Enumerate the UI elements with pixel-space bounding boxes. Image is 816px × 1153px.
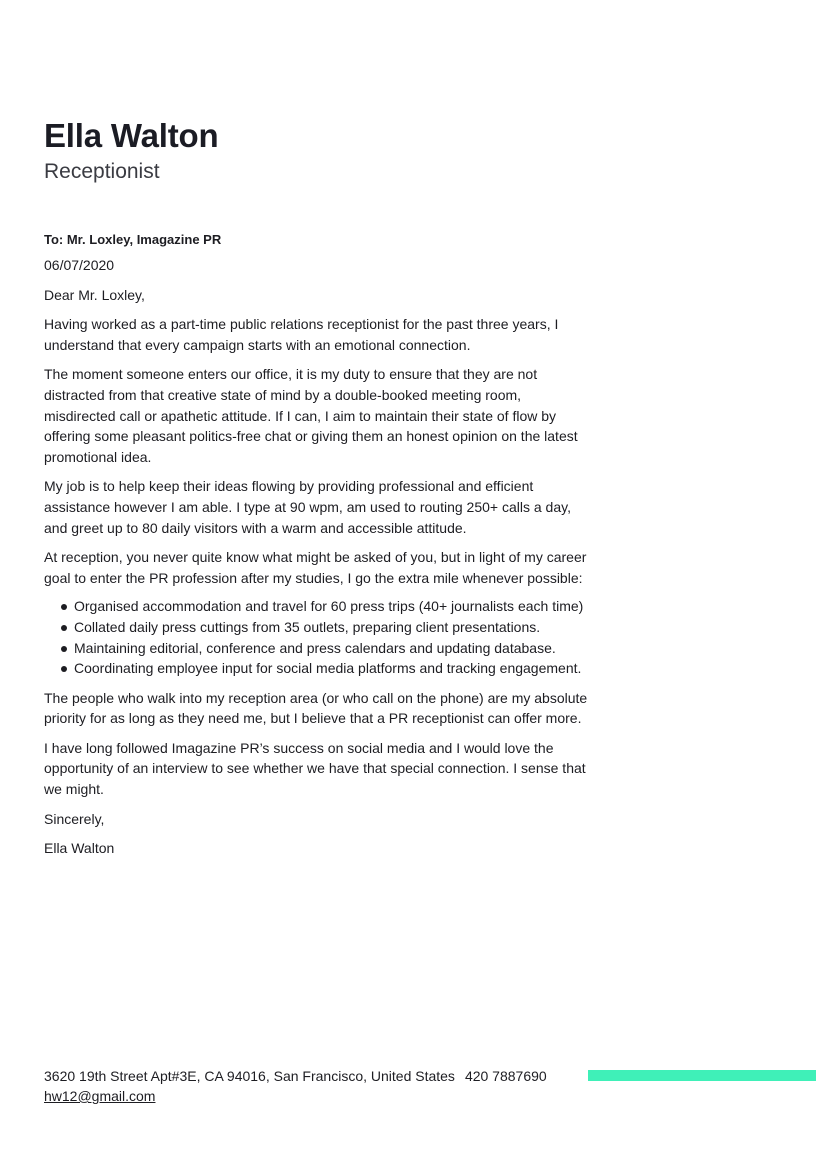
closing: Sincerely, xyxy=(44,810,105,827)
contact-footer xyxy=(44,1066,547,1106)
signature: Ella Walton xyxy=(44,840,115,857)
email-link[interactable]: hw12@gmail.com xyxy=(44,1088,156,1104)
paragraph-priority: The people who walk into my reception area (or who call on the phone) are my absolute priority for as long as they need me, but I believe that a PR receptionist can offer more. xyxy=(44,689,588,727)
paragraph-intro: Having worked as a part-time public relations receptionist for the past three years, I understand that every campaign starts with an emotional connection. xyxy=(44,316,559,353)
address: 3620 19th Street Apt#3E, CA 94016, San Francisco, United States xyxy=(44,1068,455,1084)
salutation: Dear Mr. Loxley, xyxy=(44,286,145,303)
letter-header xyxy=(44,116,218,186)
paragraph-office: The moment someone enters our office, it is my duty to ensure that they are not distracted from that creative state of mind by a double-booked meeting room, misdirected call or apathetic attitude. If I can, I aim to maintain their state of flow by offering some pleasant politics-free chat or giving them an honest opinion on the latest promotional idea. xyxy=(44,366,578,465)
letter-date: 06/07/2020 xyxy=(44,257,115,273)
list-item: Collated daily press cuttings from 35 outlets, preparing client presentations. xyxy=(60,617,589,638)
applicant-job-title: Receptionist xyxy=(44,160,160,183)
recipient-line: To: Mr. Loxley, Imagazine PR xyxy=(44,232,222,247)
paragraph-skills: My job is to help keep their ideas flowing by providing professional and efficient assistance however I am able. I type at 90 wpm, am used to routing 250+ calls a day, and greet up to 80 daily visitors with a warm and accessible attitude. xyxy=(44,478,571,536)
achievements-list xyxy=(44,596,589,678)
list-item: Organised accommodation and travel for 60 press trips (40+ journalists each time) xyxy=(60,596,589,617)
phone: 420 7887690 xyxy=(464,1068,547,1084)
paragraph-interview: I have long followed Imagazine PR’s success on social media and I would love the opportunity of an interview to see whether we have that special connection. I sense that we might. xyxy=(44,739,586,798)
letter-body xyxy=(44,230,589,859)
applicant-name: Ella Walton xyxy=(44,117,219,154)
accent-bar xyxy=(588,1070,816,1081)
list-item: Coordinating employee input for social media platforms and tracking engagement. xyxy=(60,658,589,679)
contact-line xyxy=(44,1066,547,1086)
paragraph-reception: At reception, you never quite know what might be asked of you, but in light of my career goal to enter the PR profession after my studies, I go the extra mile whenever possible: xyxy=(44,549,587,586)
list-item: Maintaining editorial, conference and press calendars and updating database. xyxy=(60,638,589,659)
